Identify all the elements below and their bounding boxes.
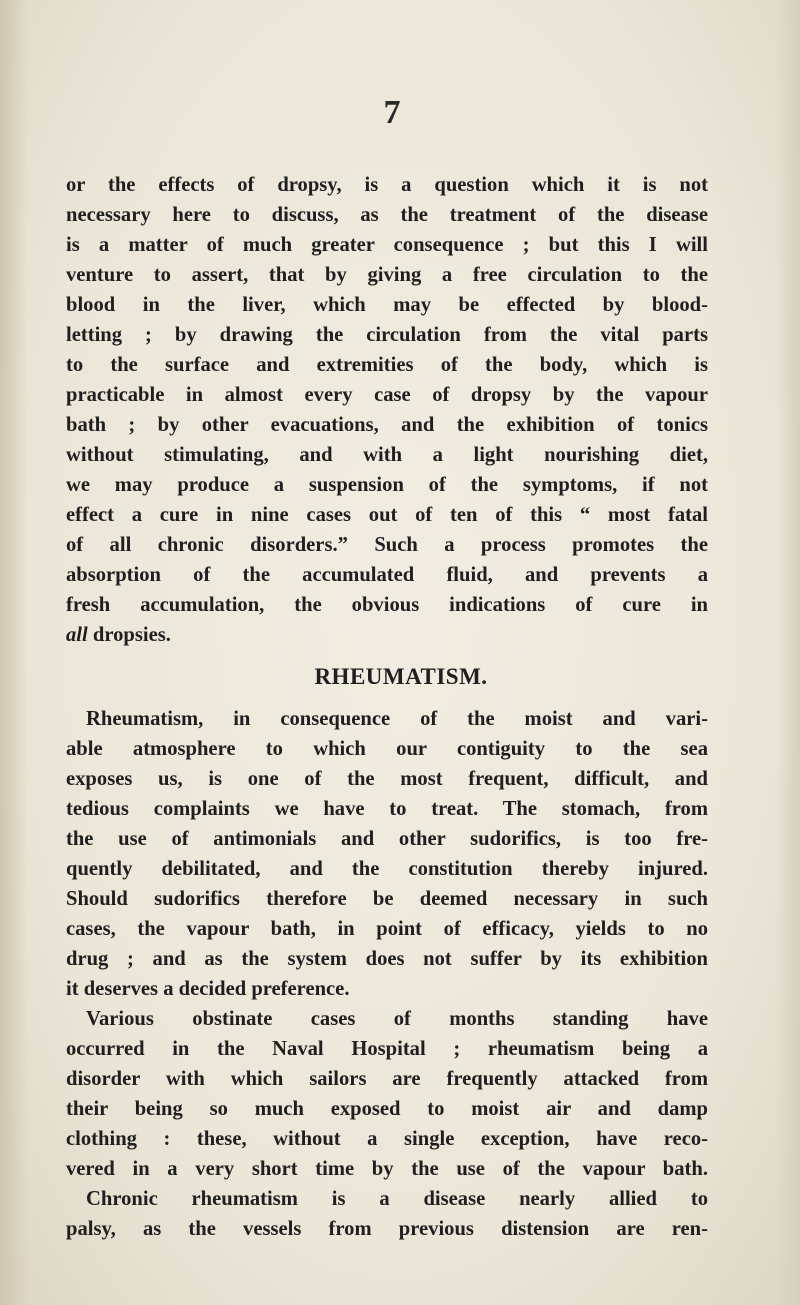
text-line: their being so much exposed to moist air and damp [66,1098,708,1120]
paragraph-rheumatism [66,704,708,1004]
page-edge-shadow [776,0,800,1305]
page-gutter-shadow [0,0,28,1305]
text-line: blood in the liver, which may be effected by blood- [66,294,708,316]
paragraph-naval-hospital [66,1004,708,1244]
text-line: able atmosphere to which our contiguity to the sea [66,738,708,760]
text-line: Rheumatism, in consequence of the moist and vari- [86,708,708,730]
text-line: occurred in the Naval Hospital ; rheumatism being a [66,1038,708,1060]
text-line: Chronic rheumatism is a disease nearly allied to [86,1188,708,1210]
text-line: effect a cure in nine cases out of ten of this “ most fatal [66,504,708,526]
text-line: letting ; by drawing the circulation from the vital parts [66,324,708,346]
text-line: Should sudorifics therefore be deemed necessary in such [66,888,708,910]
text-line: Various obstinate cases of months standing have [86,1008,708,1030]
text-line: tedious complaints we have to treat. The stomach, from [66,798,708,820]
text-line: vered in a very short time by the use of the vapour bath. [66,1158,708,1180]
body-text [66,170,708,1244]
text-fragment: dropsies. [87,624,171,646]
text-line: palsy, as the vessels from previous distension are ren- [66,1218,708,1240]
text-line: fresh accumulation, the obvious indications of cure in [66,594,708,616]
text-line-last: it deserves a decided preference. [66,978,350,1000]
text-line: cases, the vapour bath, in point of efficacy, yields to no [66,918,708,940]
text-line: we may produce a suspension of the symptoms, if not [66,474,708,496]
italic-word: all [66,624,88,646]
text-line: absorption of the accumulated fluid, and prevents a [66,564,708,586]
page-number: 7 [383,94,401,131]
text-line-last [66,620,708,650]
text-line: or the effects of dropsy, is a question which it is not [66,174,708,196]
text-line: the use of antimonials and other sudorifics, is too fre- [66,828,708,850]
text-line: quently debilitated, and the constitution thereby injured. [66,858,708,880]
text-line: necessary here to discuss, as the treatment of the disease [66,204,708,226]
text-line: venture to assert, that by giving a free circulation to the [66,264,708,286]
text-line: clothing : these, without a single exception, have reco- [66,1128,708,1150]
text-line: to the surface and extremities of the body, which is [66,354,708,376]
section-heading: RHEUMATISM. [314,664,488,689]
text-line: exposes us, is one of the most frequent, difficult, and [66,768,708,790]
text-line: without stimulating, and with a light nourishing diet, [66,444,708,466]
text-line: drug ; and as the system does not suffer by its exhibition [66,948,708,970]
text-line: disorder with which sailors are frequently attacked from [66,1068,708,1090]
text-line: bath ; by other evacuations, and the exhibition of tonics [66,414,708,436]
paragraph-dropsy [66,170,708,650]
text-line: practicable in almost every case of dropsy by the vapour [66,384,708,406]
text-line: of all chronic disorders.” Such a process promotes the [66,534,708,556]
text-line: is a matter of much greater consequence ; but this I will [66,234,708,256]
